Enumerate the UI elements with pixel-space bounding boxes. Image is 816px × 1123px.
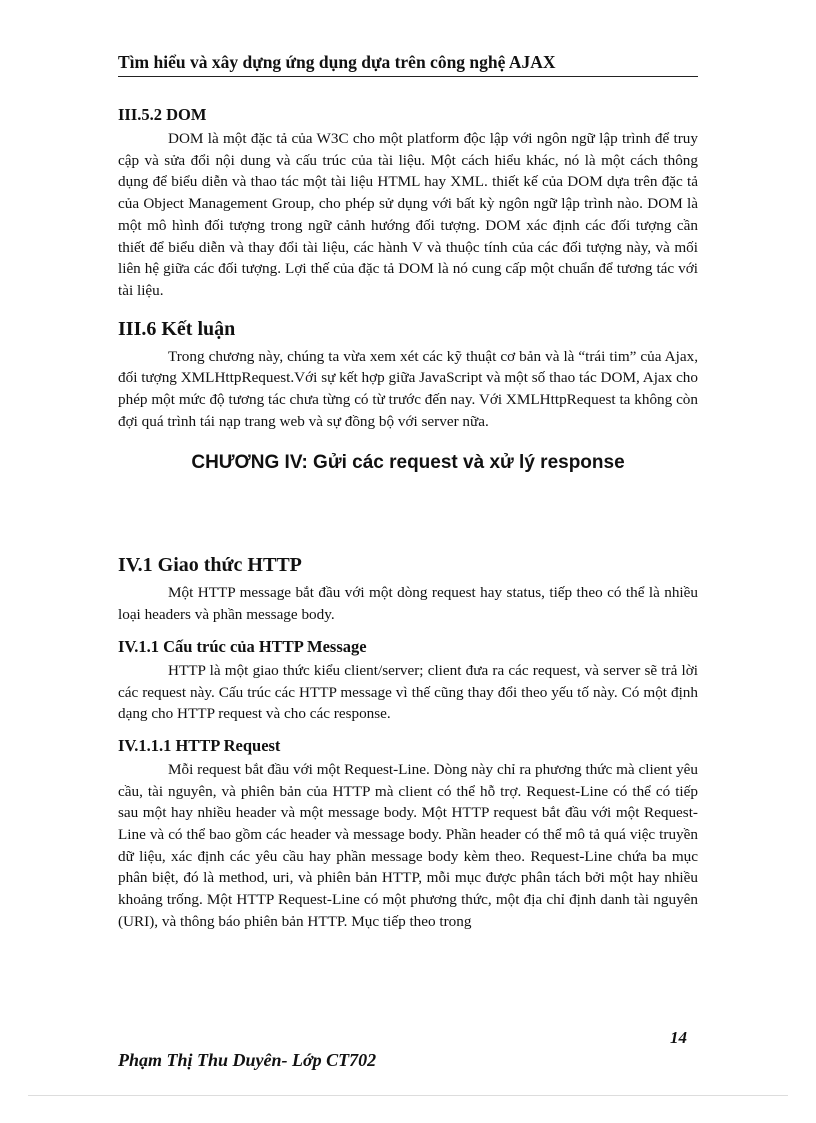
paragraph-http-request: Mỗi request bắt đầu với một Request-Line. Dòng này chỉ ra phương thức mà client yêu cầu, tài nguyên, và phiên bản của HTTP mà client có thể hỗ trợ. Request-Line có thể có tiếp sau một hay nhiều header và một message body. Một HTTP request bắt đầu với một Request-Line và có thể bao gồm các header và message body. Phần header có thể mô tả quá việc truyền dữ liệu, xác định các yêu cầu hay phần message body kèm theo. Request-Line chứa ba mục phân biệt, đó là method, uri, và phiên bản HTTP, mỗi mục được phân tách bởi một hay nhiều khoảng trống. Một HTTP Request-Line có một phương thức, một địa chỉ định danh tài nguyên (URI), và thông báo phiên bản HTTP. Mục tiếp theo trong: [118, 760, 698, 930]
page-bottom-rule: [28, 1095, 788, 1096]
section-heading-4-1-1: IV.1.1 Cấu trúc của HTTP Message: [118, 636, 367, 656]
page-content: [118, 104, 698, 933]
running-header: Tìm hiểu và xây dựng ứng dụng dựa trên công nghệ AJAX: [118, 52, 556, 72]
paragraph-http-protocol: Một HTTP message bắt đầu với một dòng request hay status, tiếp theo có thể là nhiều loại headers và phần message body.: [118, 584, 698, 624]
footer-author: Phạm Thị Thu Duyên- Lớp CT702: [118, 1050, 377, 1070]
section-heading-4-1: IV.1 Giao thức HTTP: [118, 554, 302, 577]
paragraph-http-message-structure: HTTP là một giao thức kiểu client/server; client đưa ra các request, và server sẽ trả lời các request này. Cấu trúc các HTTP message vì thế cũng thay đổi theo yếu tố này. Có một định dạng cho HTTP request và cho các response.: [118, 661, 698, 723]
header-rule: [118, 76, 698, 77]
section-heading-3-6: III.6 Kết luận: [118, 317, 236, 340]
section-heading-3-5-2: III.5.2 DOM: [118, 105, 207, 124]
page-number: 14: [670, 1028, 687, 1047]
paragraph-dom: DOM là một đặc tả của W3C cho một platform độc lập với ngôn ngữ lập trình để truy cập và sửa đổi nội dung và cấu trúc của tài liệu. Một cách hiểu khác, nó là một cách thông dụng để biểu diễn và thao tác một tài liệu HTML hay XML. thiết kế của DOM dựa trên đặc tả của Object Management Group, cho phép sử dụng với bất kỳ ngôn ngữ lập trình nào. DOM là một mô hình đối tượng trong ngữ cảnh hướng đối tượng. DOM xác định các đối tượng cần thiết để biểu diễn và thay đổi tài liệu, các hành V và thuộc tính của các đối tượng này, và mối liên hệ giữa các đối tượng. Lợi thế của đặc tả DOM là nó cung cấp một chuẩn để tương tác với tài liệu.: [118, 130, 698, 299]
paragraph-conclusion: Trong chương này, chúng ta vừa xem xét các kỹ thuật cơ bản và là “trái tim” của Ajax, đối tượng XMLHttpRequest.Với sự kết hợp giữa JavaScript và một số thao tác DOM, Ajax cho phép một mức độ tương tác chưa từng có từ trước đến nay. Với XMLHttpRequest ta không còn đợi quá trình tái nạp trang web và sự đồng bộ với server nữa.: [118, 347, 698, 430]
chapter-title: CHƯƠNG IV: Gửi các request và xử lý response: [191, 452, 625, 474]
section-heading-4-1-1-1: IV.1.1.1 HTTP Request: [118, 735, 281, 755]
